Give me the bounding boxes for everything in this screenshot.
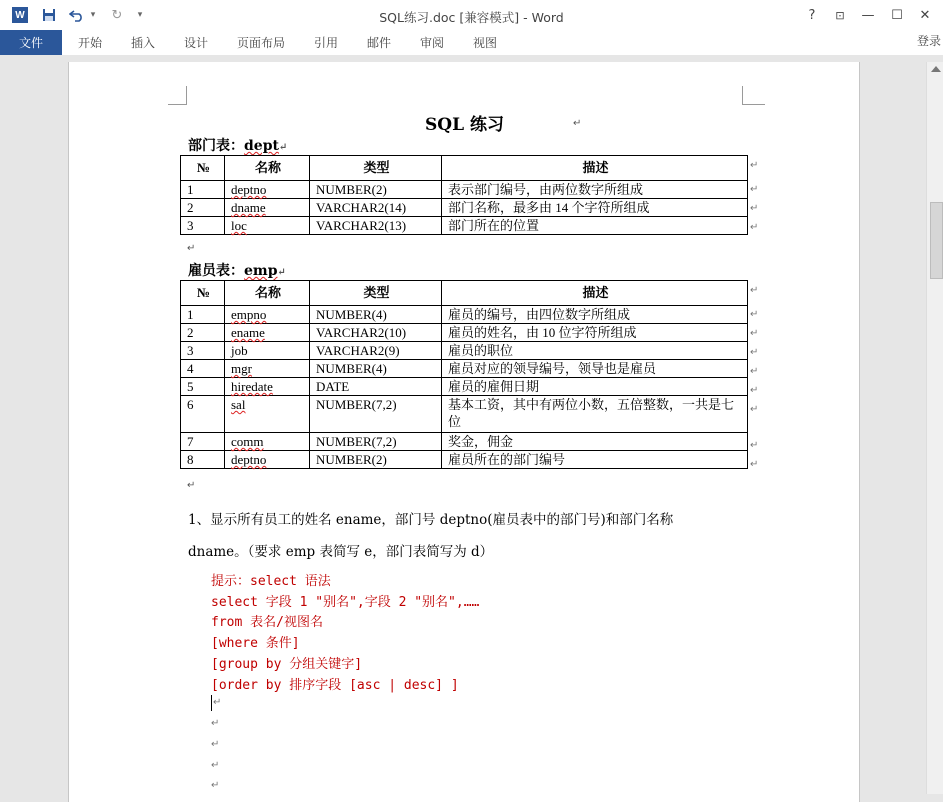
redo-icon[interactable]: ↻ bbox=[111, 7, 123, 23]
paragraph-mark: ↵ bbox=[750, 309, 759, 320]
tab-view[interactable]: 视图 bbox=[473, 36, 498, 50]
cell-name: hiredate bbox=[225, 378, 310, 396]
paragraph-mark: ↵ bbox=[213, 697, 222, 708]
cell-desc: 部门名称，最多由 14 个字符所组成 bbox=[442, 199, 748, 217]
paragraph-mark: ↵ bbox=[750, 222, 759, 233]
tab-page-layout[interactable]: 页面布局 bbox=[237, 36, 286, 50]
table-row bbox=[181, 306, 748, 324]
cell-no: 7 bbox=[181, 433, 225, 451]
cell-desc: 雇员的雇佣日期 bbox=[442, 378, 748, 396]
cell-desc: 部门所在的位置 bbox=[442, 217, 748, 235]
table-row bbox=[181, 342, 748, 360]
close-button[interactable]: ✕ bbox=[919, 7, 931, 23]
sign-in-link[interactable]: 登录 bbox=[916, 34, 941, 48]
margin-corner-top-right bbox=[742, 86, 765, 105]
table-row bbox=[181, 199, 748, 217]
undo-dropdown-icon[interactable]: ▾ bbox=[90, 10, 96, 20]
dept-table bbox=[180, 155, 748, 235]
cell-type: NUMBER(7,2) bbox=[310, 396, 442, 433]
table-header-row bbox=[181, 156, 748, 181]
cell-name: empno bbox=[225, 306, 310, 324]
cell-desc: 基本工资，其中有两位小数，五倍整数，一共是七位 bbox=[442, 396, 748, 433]
help-button[interactable]: ? bbox=[808, 7, 816, 23]
cell-desc: 雇员的姓名，由 10 位字符所组成 bbox=[442, 324, 748, 342]
paragraph-mark: ↵ bbox=[750, 440, 759, 451]
cell-no: 8 bbox=[181, 451, 225, 469]
header-desc: 描述 bbox=[442, 156, 748, 181]
header-desc: 描述 bbox=[442, 281, 748, 306]
word-logo-icon[interactable]: W bbox=[12, 7, 28, 23]
cell-name: ename bbox=[225, 324, 310, 342]
cell-desc: 雇员所在的部门编号 bbox=[442, 451, 748, 469]
maximize-button[interactable]: ☐ bbox=[891, 7, 903, 23]
cell-name: sal bbox=[225, 396, 310, 433]
paragraph-mark: ↵ bbox=[750, 203, 759, 214]
ribbon-tabs bbox=[0, 30, 943, 55]
paragraph-mark: ↵ bbox=[750, 366, 759, 377]
cell-no: 3 bbox=[181, 217, 225, 235]
dept-table-title: 部门表：dept↵ bbox=[188, 138, 288, 154]
hint-line: [group by 分组关键字] bbox=[211, 657, 363, 672]
paragraph-mark: ↵ bbox=[750, 160, 759, 171]
document-heading: SQL 练习 bbox=[425, 115, 504, 135]
question-line-2: dname。（要求 emp 表简写 e，部门表简写为 d） bbox=[188, 544, 494, 560]
ribbon-display-options-button[interactable]: ⊡ bbox=[835, 8, 845, 22]
paragraph-mark: ↵ bbox=[750, 404, 759, 415]
cell-type: NUMBER(4) bbox=[310, 360, 442, 378]
tab-review[interactable]: 审阅 bbox=[420, 36, 445, 50]
cell-type: VARCHAR2(13) bbox=[310, 217, 442, 235]
paragraph-mark: ↵ bbox=[750, 459, 759, 470]
margin-corner-top-left bbox=[168, 86, 187, 105]
vertical-scrollbar[interactable] bbox=[926, 62, 943, 794]
scrollbar-thumb[interactable] bbox=[930, 202, 943, 279]
table-header-row bbox=[181, 281, 748, 306]
cell-name: deptno bbox=[225, 181, 310, 199]
cell-desc: 雇员的编号，由四位数字所组成 bbox=[442, 306, 748, 324]
cell-type: NUMBER(2) bbox=[310, 451, 442, 469]
tab-mailings[interactable]: 邮件 bbox=[367, 36, 392, 50]
cell-no: 2 bbox=[181, 324, 225, 342]
cell-no: 2 bbox=[181, 199, 225, 217]
customize-quick-access-icon[interactable]: ▾ bbox=[137, 10, 143, 20]
cell-desc: 表示部门编号，由两位数字所组成 bbox=[442, 181, 748, 199]
cell-name: loc bbox=[225, 217, 310, 235]
cell-type: VARCHAR2(10) bbox=[310, 324, 442, 342]
paragraph-mark: ↵ bbox=[573, 118, 582, 129]
tab-design[interactable]: 设计 bbox=[184, 36, 209, 50]
cell-name: mgr bbox=[225, 360, 310, 378]
cell-type: NUMBER(2) bbox=[310, 181, 442, 199]
scroll-up-icon[interactable] bbox=[931, 66, 941, 72]
table-row bbox=[181, 217, 748, 235]
text-cursor bbox=[211, 695, 212, 711]
cell-desc: 奖金，佣金 bbox=[442, 433, 748, 451]
hint-line: 提示：select 语法 bbox=[211, 574, 331, 589]
cell-name: comm bbox=[225, 433, 310, 451]
cell-no: 3 bbox=[181, 342, 225, 360]
header-type: 类型 bbox=[310, 156, 442, 181]
table-row bbox=[181, 181, 748, 199]
header-no: № bbox=[181, 156, 225, 181]
header-type: 类型 bbox=[310, 281, 442, 306]
table-row bbox=[181, 396, 748, 433]
title-bar bbox=[0, 0, 943, 30]
header-name: 名称 bbox=[225, 156, 310, 181]
paragraph-mark: ↵ bbox=[211, 739, 220, 750]
cell-name: deptno bbox=[225, 451, 310, 469]
cell-no: 5 bbox=[181, 378, 225, 396]
paragraph-mark: ↵ bbox=[211, 780, 220, 791]
cell-type: NUMBER(7,2) bbox=[310, 433, 442, 451]
cell-no: 1 bbox=[181, 181, 225, 199]
paragraph-mark: ↵ bbox=[750, 385, 759, 396]
header-no: № bbox=[181, 281, 225, 306]
cell-no: 4 bbox=[181, 360, 225, 378]
paragraph-mark: ↵ bbox=[211, 760, 220, 771]
emp-table-title: 雇员表：emp↵ bbox=[188, 263, 286, 279]
tab-home[interactable]: 开始 bbox=[78, 36, 103, 50]
table-row bbox=[181, 360, 748, 378]
hint-line: [order by 排序字段 [asc | desc] ] bbox=[211, 678, 459, 693]
tab-references[interactable]: 引用 bbox=[314, 36, 339, 50]
cell-name: job bbox=[225, 342, 310, 360]
table-row bbox=[181, 378, 748, 396]
cell-desc: 雇员对应的领导编号，领导也是雇员 bbox=[442, 360, 748, 378]
question-line-1: 1、显示所有员工的姓名 ename，部门号 deptno(雇员表中的部门号)和部门名称 bbox=[188, 512, 674, 528]
paragraph-mark: ↵ bbox=[750, 347, 759, 358]
cell-type: VARCHAR2(9) bbox=[310, 342, 442, 360]
hint-line: from 表名/视图名 bbox=[211, 615, 323, 630]
emp-table bbox=[180, 280, 748, 469]
tab-file[interactable]: 文件 bbox=[0, 30, 62, 55]
minimize-button[interactable]: — bbox=[861, 7, 875, 23]
cell-name: dname bbox=[225, 199, 310, 217]
cell-no: 6 bbox=[181, 396, 225, 433]
header-name: 名称 bbox=[225, 281, 310, 306]
paragraph-mark: ↵ bbox=[187, 480, 196, 491]
paragraph-mark: ↵ bbox=[750, 184, 759, 195]
paragraph-mark: ↵ bbox=[750, 285, 759, 296]
table-row bbox=[181, 433, 748, 451]
cell-type: VARCHAR2(14) bbox=[310, 199, 442, 217]
tab-insert[interactable]: 插入 bbox=[131, 36, 156, 50]
window-title: SQL练习.doc [兼容模式] - Word bbox=[379, 10, 564, 25]
hint-line: [where 条件] bbox=[211, 636, 300, 651]
paragraph-mark: ↵ bbox=[211, 718, 220, 729]
cell-type: DATE bbox=[310, 378, 442, 396]
table-row bbox=[181, 451, 748, 469]
hint-line: select 字段 1 "别名",字段 2 "别名",…… bbox=[211, 595, 480, 610]
cell-no: 1 bbox=[181, 306, 225, 324]
paragraph-mark: ↵ bbox=[750, 328, 759, 339]
table-row bbox=[181, 324, 748, 342]
cell-type: NUMBER(4) bbox=[310, 306, 442, 324]
cell-desc: 雇员的职位 bbox=[442, 342, 748, 360]
paragraph-mark: ↵ bbox=[187, 243, 196, 254]
